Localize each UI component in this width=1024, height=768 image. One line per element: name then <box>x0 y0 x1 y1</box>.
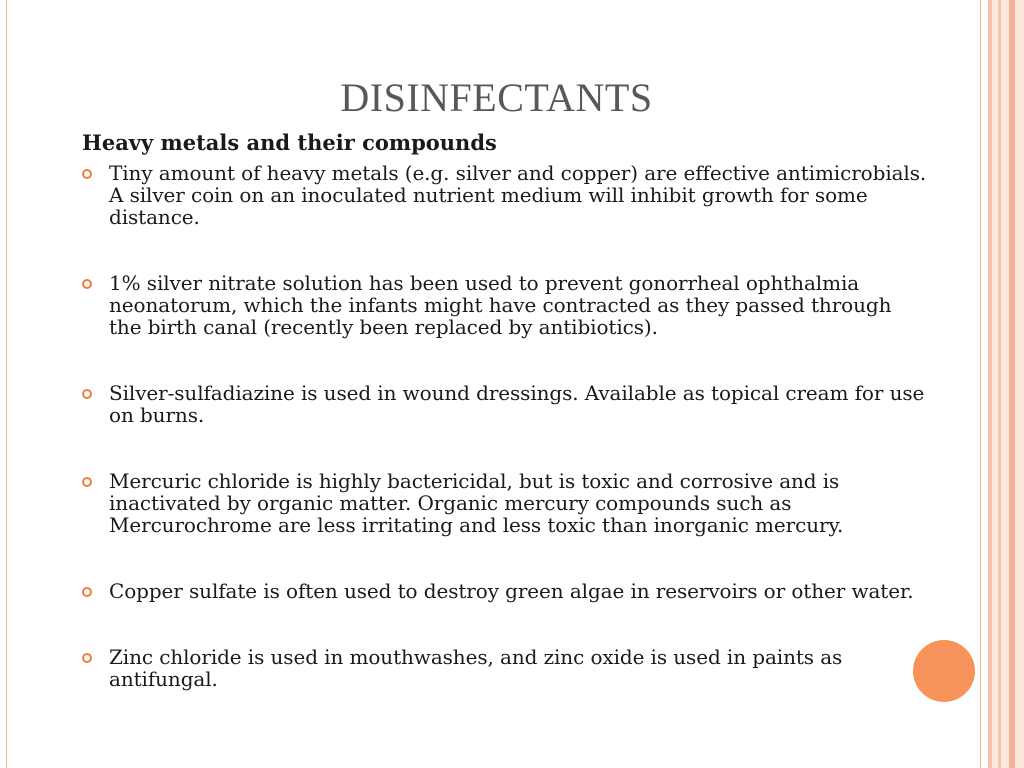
circle-bullet-icon <box>82 477 92 487</box>
bullet-item <box>82 272 927 338</box>
bullet-item <box>82 162 927 228</box>
bullet-text: Mercuric chloride is highly bactericidal, but is toxic and corrosive and is inactivated by organic matter. Organic mercury compounds such as Mercurochrome are less irritating and less toxic than inorganic mercury. <box>109 469 844 537</box>
bullet-item <box>82 646 927 690</box>
bullet-list <box>82 162 927 690</box>
decorative-stripes <box>984 0 1024 768</box>
bullet-text: Tiny amount of heavy metals (e.g. silver and copper) are effective antimicrobials. A silver coin on an inoculated nutrient medium will inhibit growth for some distance. <box>109 161 927 229</box>
circle-bullet-icon <box>82 389 92 399</box>
bullet-item <box>82 382 927 426</box>
circle-bullet-icon <box>82 587 92 597</box>
bullet-text: Copper sulfate is often used to destroy green algae in reservoirs or other water. <box>109 579 914 603</box>
slide-subtitle: Heavy metals and their compounds <box>82 130 497 155</box>
bullet-text: Silver-sulfadiazine is used in wound dressings. Available as topical cream for use on burns. <box>109 381 925 427</box>
bullet-text: Zinc chloride is used in mouthwashes, and zinc oxide is used in paints as antifungal. <box>109 645 843 691</box>
slide-title: DISINFECTANTS <box>340 75 653 120</box>
bullet-item <box>82 470 927 536</box>
bullet-text: 1% silver nitrate solution has been used to prevent gonorrheal ophthalmia neonatorum, which the infants might have contracted as they passed through the birth canal (recently been replaced by antibiotics). <box>109 271 892 339</box>
bullet-item <box>82 580 927 602</box>
circle-bullet-icon <box>82 279 92 289</box>
circle-bullet-icon <box>82 653 92 663</box>
circle-bullet-icon <box>82 169 92 179</box>
